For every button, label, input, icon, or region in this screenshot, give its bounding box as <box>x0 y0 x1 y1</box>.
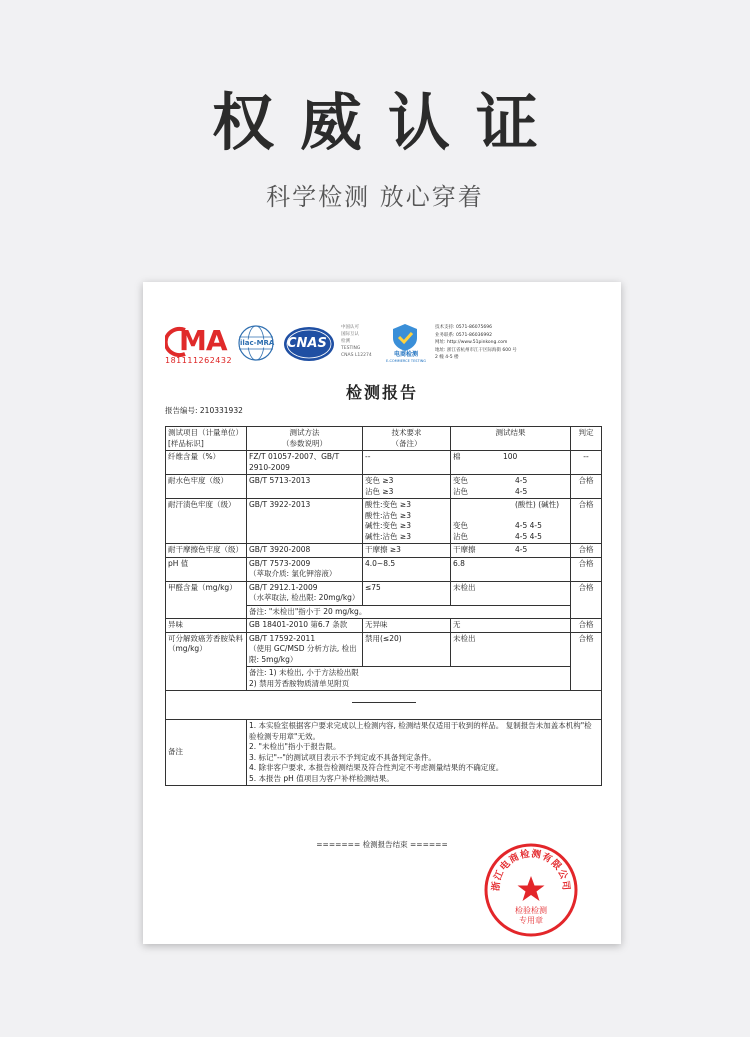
result-label: 干摩擦 <box>453 545 476 554</box>
row-requirement: ≤75 <box>363 581 451 605</box>
certification-logos <box>165 322 605 370</box>
result-value: (酸性) (碱性) 4-5 4-5 4-5 4-5 <box>515 500 560 541</box>
row-method: GB/T 5713-2013 <box>247 475 363 499</box>
table-header-row <box>166 427 602 451</box>
row-result <box>451 451 571 475</box>
remarks-text: 1. 本实验室根据客户要求完成以上检测内容, 检测结果仅适用于收到的样品。 复制报告未加盖本机构"检验检测专用章"无效。 2. "未检出"指小于报告限。 3. 标记"--"的测试项目表示不予判定或不具备判定条件。 4. 除非客户要求, 本报告检测结果及符合性判定不考虑测量结果的不确定度。 5. 本报告 pH 值项目为客户补样检测结果。 <box>247 720 602 786</box>
stamp-ring-text: 浙江电商检测有限公司 <box>490 848 572 892</box>
table-row <box>166 451 602 475</box>
row-method: GB/T 7573-2009 （萃取介质: 氯化钾溶液） <box>247 557 363 581</box>
row-item: 甲醛含量（mg/kg） <box>166 581 247 619</box>
table-row <box>166 557 602 581</box>
row-judge: -- <box>571 451 602 475</box>
table-row <box>166 475 602 499</box>
header-item: 测试项目（计量单位） [样品标识] <box>166 427 247 451</box>
header-result: 测试结果 <box>451 427 571 451</box>
odor-requirement: 无异味 <box>363 619 451 633</box>
remarks-row <box>166 720 602 786</box>
formaldehyde-note: 备注: "未检出"指小于 20 mg/kg。 <box>247 605 571 619</box>
table-row <box>166 619 602 633</box>
cma-text: MA <box>179 324 227 357</box>
row-item: pH 值 <box>166 557 247 581</box>
result-value: 4-5 4-5 <box>515 476 528 496</box>
row-method: FZ/T 01057-2007、GB/T 2910-2009 <box>247 451 363 475</box>
odor-result: 无 <box>451 619 571 633</box>
header-method: 测试方法 （参数说明） <box>247 427 363 451</box>
row-requirement: -- <box>363 451 451 475</box>
row-result: 未检出 <box>451 581 571 605</box>
row-method: GB/T 3922-2013 <box>247 499 363 544</box>
stamp-star-icon <box>518 876 545 901</box>
result-label: 变色 沾色 <box>453 476 468 496</box>
divider-cell <box>166 691 602 720</box>
azo-note: 备注: 1) 未检出, 小于方法检出限 2) 禁用芳香胺物质清单见附页 <box>247 667 571 691</box>
result-value: 100 <box>503 452 518 461</box>
odor-judge: 合格 <box>571 619 602 633</box>
row-judge: 合格 <box>571 544 602 558</box>
test-results-table <box>165 426 602 786</box>
result-label: 变色 沾色 <box>453 521 468 541</box>
table-row <box>166 632 602 667</box>
row-judge: 合格 <box>571 475 602 499</box>
report-title: 检测报告 <box>345 383 418 402</box>
official-seal-stamp <box>483 842 579 938</box>
row-requirement: 干摩擦 ≥3 <box>363 544 451 558</box>
azo-item: 可分解致癌芳香胺染料（mg/kg） <box>166 632 247 691</box>
row-method: GB/T 3920-2008 <box>247 544 363 558</box>
row-item: 耐干摩擦色牢度（级） <box>166 544 247 558</box>
cma-number: 181111262432 <box>165 356 233 365</box>
row-method: GB/T 2912.1-2009 （水萃取法, 检出限: 20mg/kg） <box>247 581 363 605</box>
row-requirement: 酸性:变色 ≥3 酸性:沾色 ≥3 碱性:变色 ≥3 碱性:沾色 ≥3 <box>363 499 451 544</box>
ilac-text: ilac-MRA <box>240 339 275 347</box>
cma-logo <box>165 324 233 366</box>
odor-method: GB 18401-2010 第6.7 条款 <box>247 619 363 633</box>
ec-name: 电商检测 <box>393 351 418 358</box>
result-value: 4-5 <box>515 545 528 554</box>
page-subtitle: 科学检测 放心穿着 <box>266 183 484 211</box>
stamp-center-1: 检验检测 <box>515 906 547 915</box>
remarks-label: 备注 <box>166 720 247 786</box>
row-judge: 合格 <box>571 499 602 544</box>
header-requirement: 技术要求 （备注） <box>363 427 451 451</box>
table-row <box>166 499 602 544</box>
report-end-line: ======= 检测报告结束 ====== <box>316 840 448 849</box>
row-item: 耐水色牢度（级） <box>166 475 247 499</box>
azo-judge: 合格 <box>571 632 602 691</box>
row-result: 6.8 <box>451 557 571 581</box>
azo-result: 未检出 <box>451 632 571 667</box>
cnas-note: 中国认可 国际互认 检测 TESTING CNAS L12274 <box>341 325 372 358</box>
row-result <box>451 544 571 558</box>
row-item: 纤维含量（%） <box>166 451 247 475</box>
shield-check-icon <box>383 322 427 352</box>
cnas-text: CNAS <box>287 336 327 351</box>
row-result <box>451 499 571 544</box>
row-judge: 合格 <box>571 581 602 619</box>
contact-info: 技术支持: 0571-86075696 业务联系: 0571-86036992 网址: http://www.51pinkong.com 地址: 浙江省杭州市江干区际海街 600 号 2 幢 4-5 楼 <box>435 325 517 360</box>
table-row <box>166 581 602 605</box>
test-report-document <box>143 282 621 944</box>
row-item: 耐汗渍色牢度（级） <box>166 499 247 544</box>
divider-line <box>352 702 416 703</box>
ec-testing-text <box>383 352 429 364</box>
cnas-logo <box>283 326 335 362</box>
azo-method: GB/T 17592-2011 （使用 GC/MSD 分析方法, 检出限: 5mg/kg） <box>247 632 363 667</box>
table-row <box>166 544 602 558</box>
divider-row <box>166 691 602 720</box>
ec-sub: E-COMMERCE TESTING <box>385 359 427 363</box>
report-number: 报告编号: 210331932 <box>165 406 243 415</box>
row-result <box>451 475 571 499</box>
page-title: 权威认证 <box>211 86 564 159</box>
result-label: 棉 <box>453 452 461 461</box>
azo-requirement: 禁用(≤20) <box>363 632 451 667</box>
ilac-mra-logo <box>237 324 275 362</box>
header-judge: 判定 <box>571 427 602 451</box>
stamp-center-2: 专用章 <box>519 916 543 925</box>
seal-icon <box>483 842 579 938</box>
row-judge: 合格 <box>571 557 602 581</box>
row-requirement: 4.0~8.5 <box>363 557 451 581</box>
row-requirement: 变色 ≥3 沾色 ≥3 <box>363 475 451 499</box>
odor-item: 异味 <box>166 619 247 633</box>
